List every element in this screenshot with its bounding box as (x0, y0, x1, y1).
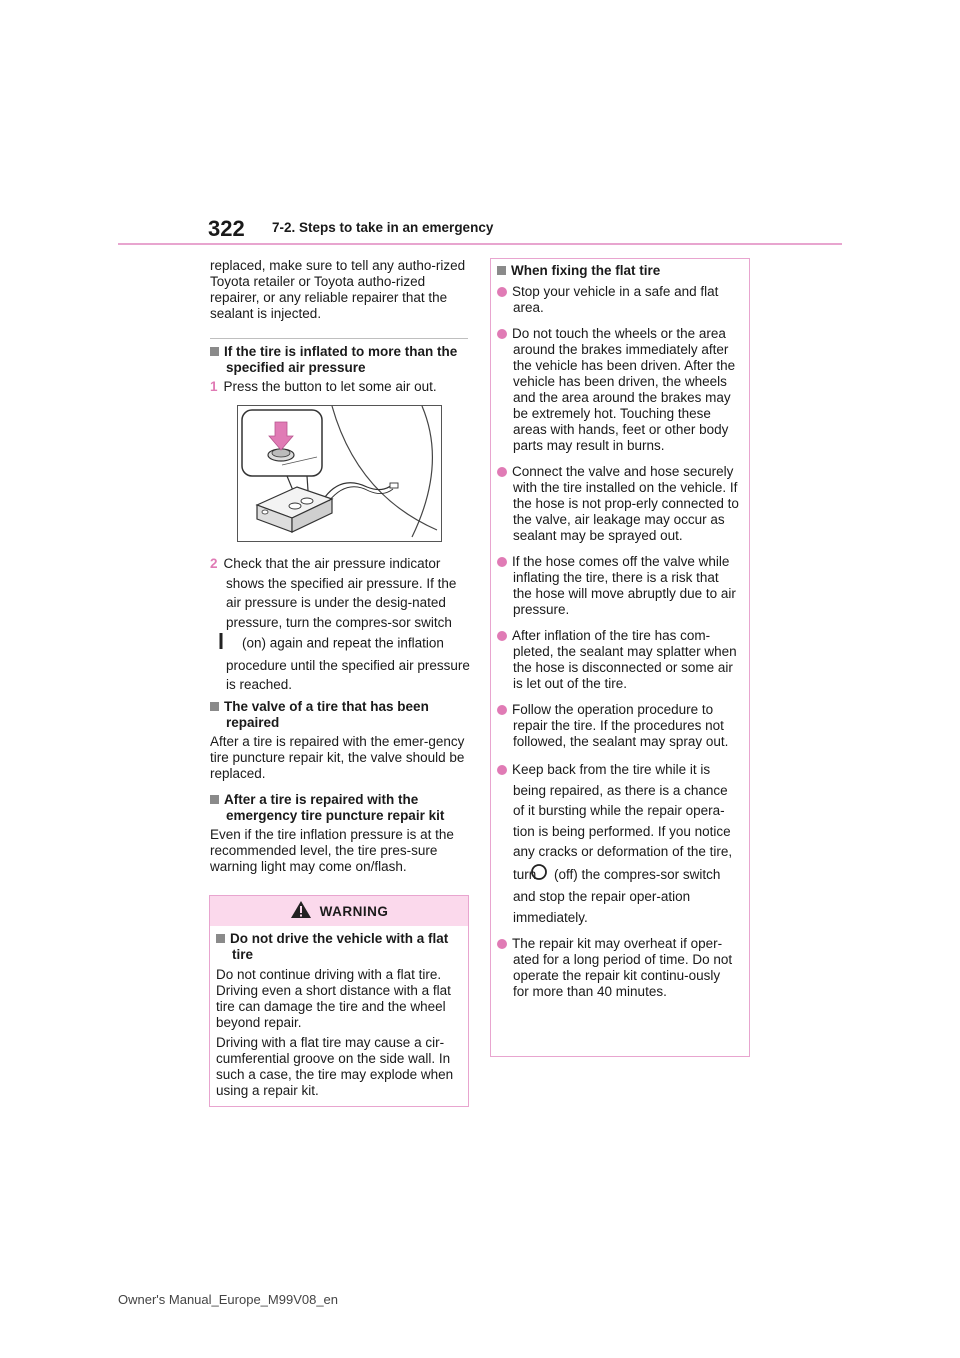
square-bullet-icon (210, 795, 219, 804)
intro-text: replaced, make sure to tell any autho-rized Toyota retailer or Toyota autho-rized repairer, or any reliable repairer that the sealant is injected. (210, 258, 466, 321)
footer-text: Owner's Manual_Europe_M99V08_en (118, 1292, 339, 1307)
bullet-dot-icon (497, 631, 507, 641)
warning-triangle-icon (290, 900, 312, 922)
warning-content (210, 926, 468, 1099)
bullet-dot-icon (497, 765, 507, 775)
step-2-text: 2 Check that the air pressure indicator shows the specified air pressure. If the air pressure is under the desig-nated pressure, turn the compres-sor switch (on) again and repeat the inflation procedure until the specified air pressure is reached. (210, 556, 470, 692)
compressor-illustration (237, 405, 442, 542)
section-heading: After a tire is repaired with the emergency tire puncture repair kit (210, 792, 470, 824)
warning-title: WARNING (319, 903, 389, 919)
bullet-item: Follow the operation procedure to repair the tire. If the procedures not followed, the sealant may spray out. (497, 702, 739, 750)
bullet-item: Keep back from the tire while it is being repaired, as there is a chance of it bursting while the repair opera-tion is being performed. If you notice any cracks or deformation of the tire, turn (off) the compres-sor switch and stop the repair oper-ation immediately. (497, 760, 739, 928)
header-rule (118, 243, 842, 245)
bullet-dot-icon (497, 557, 507, 567)
bullet-dot-icon (497, 287, 507, 297)
bullet-dot-icon (497, 467, 507, 477)
square-bullet-icon (497, 266, 506, 275)
section-heading: When fixing the flat tire (497, 263, 739, 279)
section-title: 7-2. Steps to take in an emergency (272, 220, 494, 235)
bullet-item: If the hose comes off the valve while inflating the tire, there is a risk that the hose will move abruptly due to air pressure. (497, 554, 739, 618)
bullet-dot-icon (497, 939, 507, 949)
bullet-item: Stop your vehicle in a safe and flat area. (497, 284, 739, 316)
paragraph: Driving with a flat tire may cause a cir-cumferential groove on the side wall. In such a case, the tire may explode when using a repair kit. (216, 1035, 454, 1098)
step-number: 2 (210, 556, 218, 571)
bullet-dot-icon (497, 705, 507, 715)
step-2 (210, 554, 470, 695)
paragraph: After a tire is repaired with the emer-gency tire puncture repair kit, the valve should be replaced. (210, 734, 465, 781)
intro-paragraph (210, 258, 468, 322)
section-heading: If the tire is inflated to more than the specified air pressure (210, 344, 470, 376)
square-bullet-icon (210, 702, 219, 711)
section-after-repair (210, 792, 470, 875)
paragraph: Do not continue driving with a flat tire. Driving even a short distance with a flat tire can damage the tire and the wheel beyond repair. (216, 967, 451, 1030)
section-valve (210, 699, 470, 782)
section-overinflated (210, 344, 470, 395)
caution-content (491, 259, 749, 1000)
warning-header (210, 896, 468, 926)
bullet-dot-icon (497, 329, 507, 339)
step-1: 1 Press the button to let some air out. (210, 379, 437, 394)
square-bullet-icon (216, 934, 225, 943)
bullet-item: The repair kit may overheat if oper-ated for a long period of time. Do not operate the repair kit continu-ously for more than 40 minutes. (497, 936, 739, 1000)
section-heading: The valve of a tire that has been repaired (210, 699, 470, 731)
warning-heading: Do not drive the vehicle with a flat tire (216, 931, 462, 963)
bullet-item: After inflation of the tire has com-pleted, the sealant may splatter when the hose is disconnected or some air is let out of the tire. (497, 628, 739, 692)
square-bullet-icon (210, 347, 219, 356)
bullet-item: Do not touch the wheels or the area around the brakes immediately after the vehicle has been driven. After the vehicle has been driven, the wheels and the area around the brakes may be extremely hot. Touching these areas with hands, feet or other body parts may result in burns. (497, 326, 739, 454)
section-divider (210, 338, 468, 339)
warning-box (209, 895, 469, 1107)
paragraph: Even if the tire inflation pressure is at the recommended level, the tire pres-sure warning light may come on/flash. (210, 827, 454, 874)
caution-box (490, 258, 750, 1057)
step-number: 1 (210, 379, 218, 394)
bullet-item: Connect the valve and hose securely with the tire installed on the vehicle. If the hose is not prop-erly connected to the valve, air leakage may occur as sealant may be sprayed out. (497, 464, 739, 544)
page-number: 322 (208, 216, 245, 241)
power-off-icon (546, 863, 548, 888)
